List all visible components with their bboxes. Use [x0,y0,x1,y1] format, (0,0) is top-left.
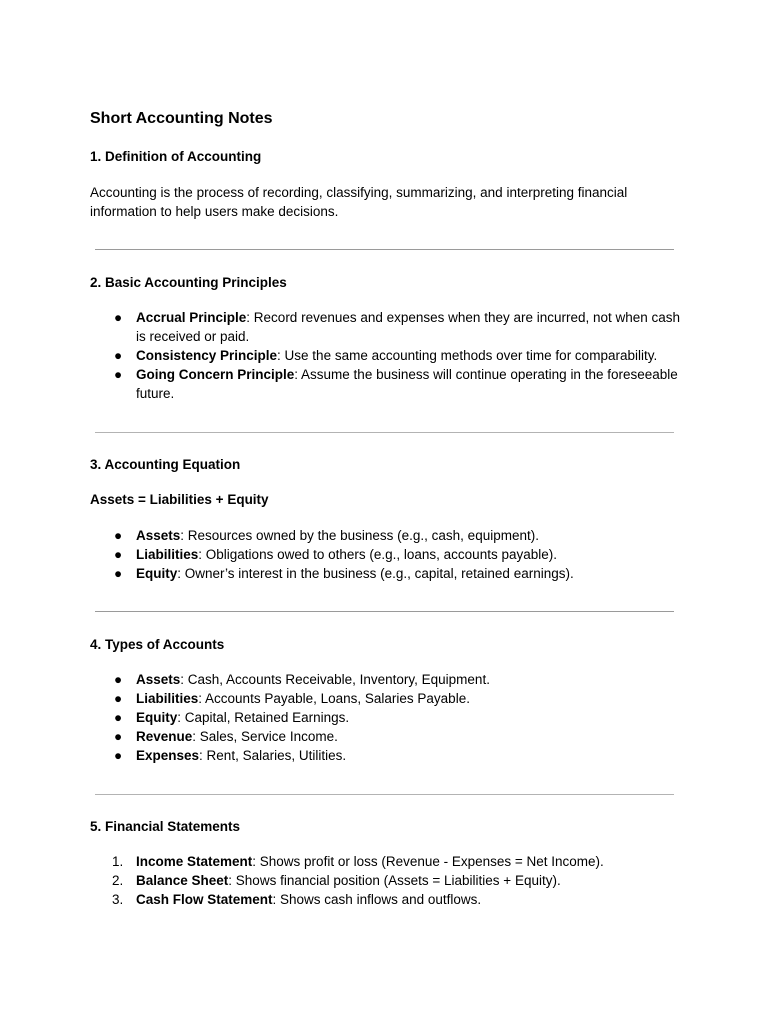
bullet-icon: ● [114,547,123,562]
list-item [90,545,690,564]
bullet-icon: ● [114,691,123,706]
item-text: : Shows cash inflows and outflows. [272,892,482,907]
bullet-icon: ● [114,672,123,687]
item-text: : Shows financial position (Assets = Liabilities + Equity). [228,873,561,888]
item-term: Equity [136,710,178,725]
item-text: : Use the same accounting methods over time for comparability. [277,348,658,363]
section-heading-equation: 3. Accounting Equation [90,457,241,472]
item-text: : Accounts Payable, Loans, Salaries Payable. [198,691,470,706]
item-term: Equity [136,566,178,581]
account-types-list [90,670,690,765]
list-item [90,346,690,365]
list-number: 2. [112,873,124,888]
bullet-icon: ● [114,367,123,382]
equation-formula: Assets = Liabilities + Equity [90,492,269,507]
bullet-icon: ● [114,528,123,543]
list-item [90,727,690,746]
section-heading-account-types: 4. Types of Accounts [90,637,225,652]
document-title: Short Accounting Notes [90,110,273,127]
item-text: : Rent, Salaries, Utilities. [199,748,347,763]
item-term: Going Concern Principle [136,367,295,382]
item-term: Accrual Principle [136,310,247,325]
section-heading-statements: 5. Financial Statements [90,819,241,834]
item-term: Liabilities [136,691,199,706]
list-number: 3. [112,892,124,907]
item-term: Assets [136,672,181,687]
bullet-icon: ● [114,729,123,744]
item-text: : Obligations owed to others (e.g., loans, accounts payable). [198,547,557,562]
list-item [90,890,690,909]
section-divider [95,611,674,612]
item-term: Liabilities [136,547,199,562]
list-item [90,564,690,583]
list-item [90,708,690,727]
item-term: Balance Sheet [136,873,229,888]
bullet-icon: ● [114,566,123,581]
section-divider [95,249,674,250]
item-text: : Capital, Retained Earnings. [177,710,350,725]
item-text: : Owner’s interest in the business (e.g., capital, retained earnings). [177,566,574,581]
list-number: 1. [112,854,124,869]
bullet-icon: ● [114,348,123,363]
list-item [90,670,690,689]
item-term: Assets [136,528,181,543]
principles-list [90,308,690,403]
equation-list [90,526,690,583]
section-heading-definition: 1. Definition of Accounting [90,149,262,164]
item-term: Consistency Principle [136,348,278,363]
item-text: : Assume the business will continue operating in the foreseeable future. [136,367,678,401]
item-text: : Record revenues and expenses when they are incurred, not when cash is received or paid. [136,310,681,344]
item-term: Revenue [136,729,193,744]
list-item [90,365,690,403]
item-text: : Sales, Service Income. [192,729,338,744]
item-text: : Shows profit or loss (Revenue - Expenses = Net Income). [252,854,604,869]
statements-list [90,852,690,909]
list-item [90,871,690,890]
section-heading-principles: 2. Basic Accounting Principles [90,275,287,290]
bullet-icon: ● [114,748,123,763]
list-item [90,689,690,708]
list-item [90,526,690,545]
item-term: Cash Flow Statement [136,892,273,907]
list-item [90,852,690,871]
item-text: : Cash, Accounts Receivable, Inventory, Equipment. [180,672,490,687]
bullet-icon: ● [114,310,123,325]
section-divider [95,794,674,795]
item-term: Expenses [136,748,200,763]
section-divider [95,432,674,433]
list-item [90,308,690,346]
list-item [90,746,690,765]
bullet-icon: ● [114,710,123,725]
item-term: Income Statement [136,854,253,869]
definition-paragraph: Accounting is the process of recording, classifying, summarizing, and interpreting financial information to help users make decisions. [90,185,628,219]
item-text: : Resources owned by the business (e.g., cash, equipment). [180,528,539,543]
